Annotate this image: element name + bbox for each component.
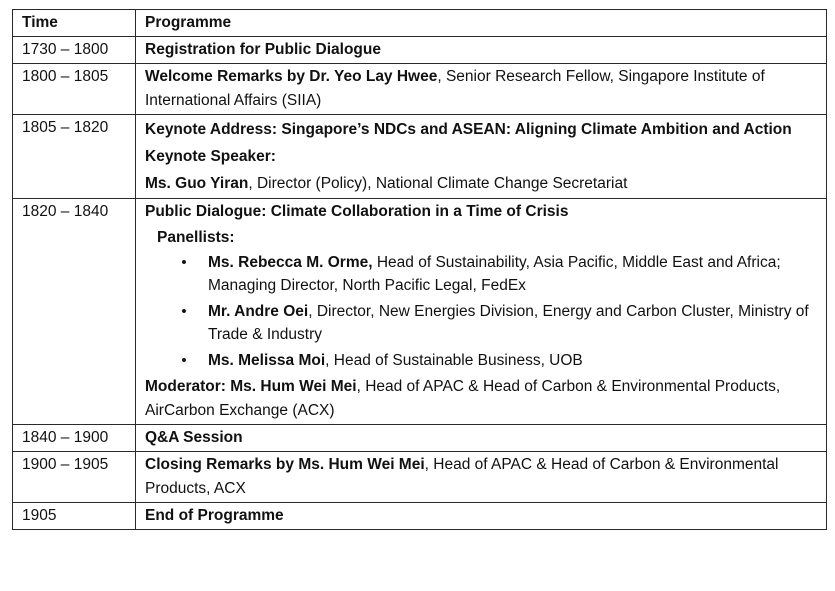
table-row xyxy=(13,115,827,199)
panellists-label: Panellists: xyxy=(157,229,235,246)
panellist-name: Ms. Rebecca M. Orme, xyxy=(208,254,373,271)
item-title: Registration for Public Dialogue xyxy=(145,41,381,58)
item-detail: , Senior Research Fellow, Singapore Institute of International Affairs (SIIA) xyxy=(145,68,765,109)
item-title: Q&A Session xyxy=(145,429,243,446)
panellist-name: Mr. Andre Oei xyxy=(208,303,309,320)
programme-cell xyxy=(136,452,827,503)
keynote-speaker xyxy=(145,170,820,197)
table-row xyxy=(13,37,827,64)
moderator-label: Moderator: Ms. Hum Wei Mei xyxy=(145,378,357,395)
item-detail: , Head of APAC & Head of Carbon & Environmental Products, ACX xyxy=(145,456,779,497)
moderator xyxy=(145,375,820,423)
bullet-icon: • xyxy=(181,303,187,320)
panellist-detail: , Director, New Energies Division, Energy and Carbon Cluster, Ministry of Trade & Industry xyxy=(208,303,809,343)
programme-column-header: Programme xyxy=(136,10,827,37)
panellist-name: Ms. Melissa Moi xyxy=(208,352,326,369)
item-title: Keynote Address: Singapore’s NDCs and ASEAN: Aligning Climate Ambition and Action xyxy=(145,121,792,138)
programme-cell xyxy=(136,425,827,452)
speaker-detail: , Director (Policy), National Climate Change Secretariat xyxy=(248,175,628,192)
table-row xyxy=(13,503,827,530)
panellist-detail: , Head of Sustainable Business, UOB xyxy=(325,352,583,369)
keynote-speaker-label: Keynote Speaker: xyxy=(145,148,276,165)
time-cell: 1900 – 1905 xyxy=(13,452,136,503)
bullet-icon: • xyxy=(181,352,187,369)
panellist-detail: Head of Sustainability, Asia Pacific, Middle East and Africa; Managing Director, North Pacific Legal, FedEx xyxy=(208,254,781,294)
table-row xyxy=(13,199,827,425)
speaker-name: Ms. Guo Yiran xyxy=(145,175,249,192)
programme-table xyxy=(12,9,827,530)
item-title: Welcome Remarks by Dr. Yeo Lay Hwee xyxy=(145,68,438,85)
list-item xyxy=(145,251,820,297)
list-item xyxy=(145,349,820,372)
item-title: Closing Remarks by Ms. Hum Wei Mei xyxy=(145,456,425,473)
table-row xyxy=(13,452,827,503)
time-cell: 1820 – 1840 xyxy=(13,199,136,425)
programme-cell xyxy=(136,115,827,199)
time-cell: 1800 – 1805 xyxy=(13,64,136,115)
time-cell: 1730 – 1800 xyxy=(13,37,136,64)
time-cell: 1805 – 1820 xyxy=(13,115,136,199)
programme-cell xyxy=(136,64,827,115)
programme-cell xyxy=(136,37,827,64)
bullet-icon: • xyxy=(181,254,187,271)
table-row xyxy=(13,425,827,452)
time-column-header: Time xyxy=(13,10,136,37)
list-item xyxy=(145,300,820,346)
programme-cell xyxy=(136,503,827,530)
time-cell: 1840 – 1900 xyxy=(13,425,136,452)
programme-cell xyxy=(136,199,827,425)
table-row xyxy=(13,64,827,115)
table-header-row xyxy=(13,10,827,37)
panellist-list xyxy=(145,251,820,372)
item-title: Public Dialogue: Climate Collaboration in a Time of Crisis xyxy=(145,203,569,220)
time-cell: 1905 xyxy=(13,503,136,530)
item-title: End of Programme xyxy=(145,507,284,524)
moderator-detail: , Head of APAC & Head of Carbon & Environmental Products, AirCarbon Exchange (ACX) xyxy=(145,378,781,419)
